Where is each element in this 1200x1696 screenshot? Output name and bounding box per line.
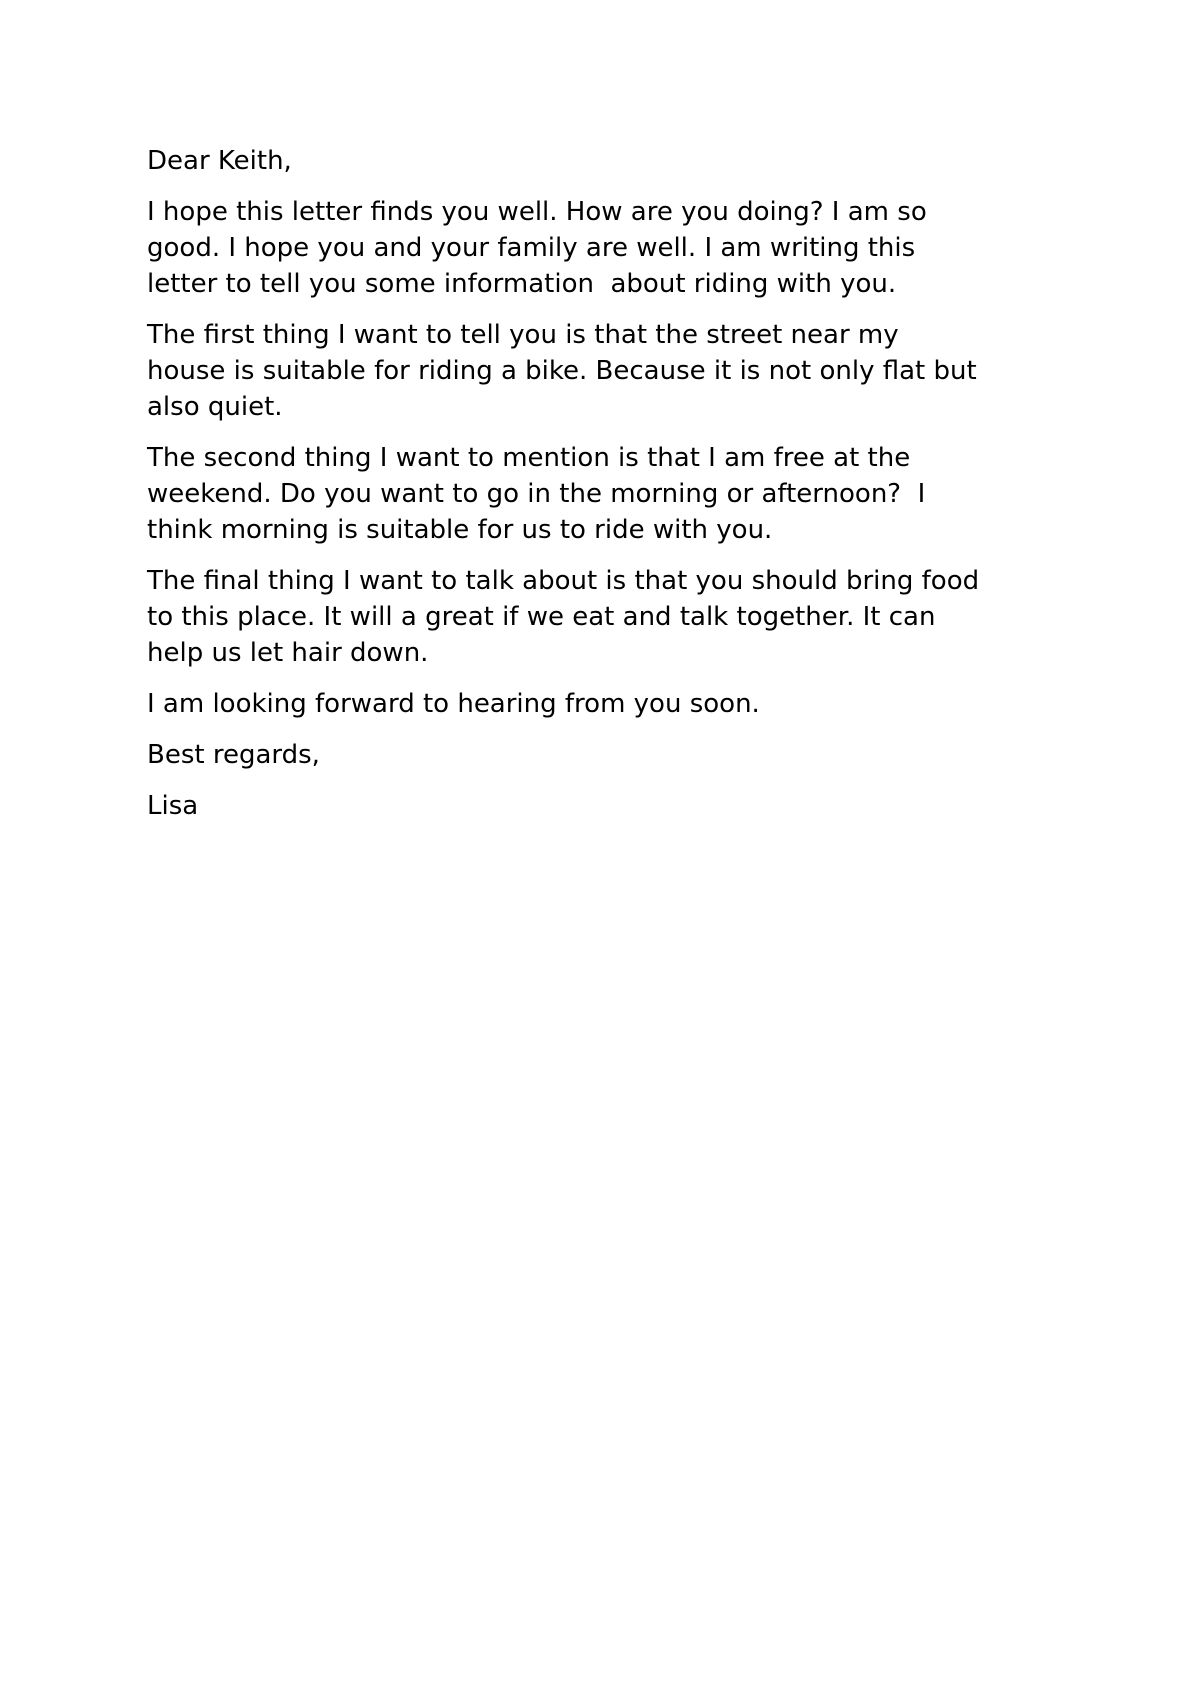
paragraph-intro: [147, 194, 1067, 302]
paragraph-first-point: [147, 317, 1067, 425]
text-line: weekend. Do you want to go in the morning or afternoon? I: [147, 479, 926, 509]
text-line: to this place. It will a great if we eat and talk together. It can: [147, 602, 936, 632]
signature: [147, 788, 1067, 824]
sign-off-text: Best regards,: [147, 740, 320, 770]
salutation-text: Dear Keith,: [147, 146, 292, 176]
letter-body: [147, 143, 1067, 839]
text-line: good. I hope you and your family are well. I am writing this: [147, 233, 916, 263]
salutation: [147, 143, 1067, 179]
text-line: also quiet.: [147, 392, 283, 422]
closing-line-text: I am looking forward to hearing from you soon.: [147, 689, 760, 719]
paragraph-second-point: [147, 440, 1067, 548]
sign-off: [147, 737, 1067, 773]
text-line: house is suitable for riding a bike. Because it is not only flat but: [147, 356, 977, 386]
text-line: letter to tell you some information about riding with you.: [147, 269, 897, 299]
text-line: The final thing I want to talk about is that you should bring food: [147, 566, 980, 596]
text-line: think morning is suitable for us to ride with you.: [147, 515, 773, 545]
closing-line: [147, 686, 1067, 722]
paragraph-final-point: [147, 563, 1067, 671]
signature-name: Lisa: [147, 791, 199, 821]
text-line: The first thing I want to tell you is that the street near my: [147, 320, 899, 350]
text-line: The second thing I want to mention is that I am free at the: [147, 443, 911, 473]
text-line: I hope this letter finds you well. How are you doing? I am so: [147, 197, 927, 227]
text-line: help us let hair down.: [147, 638, 429, 668]
